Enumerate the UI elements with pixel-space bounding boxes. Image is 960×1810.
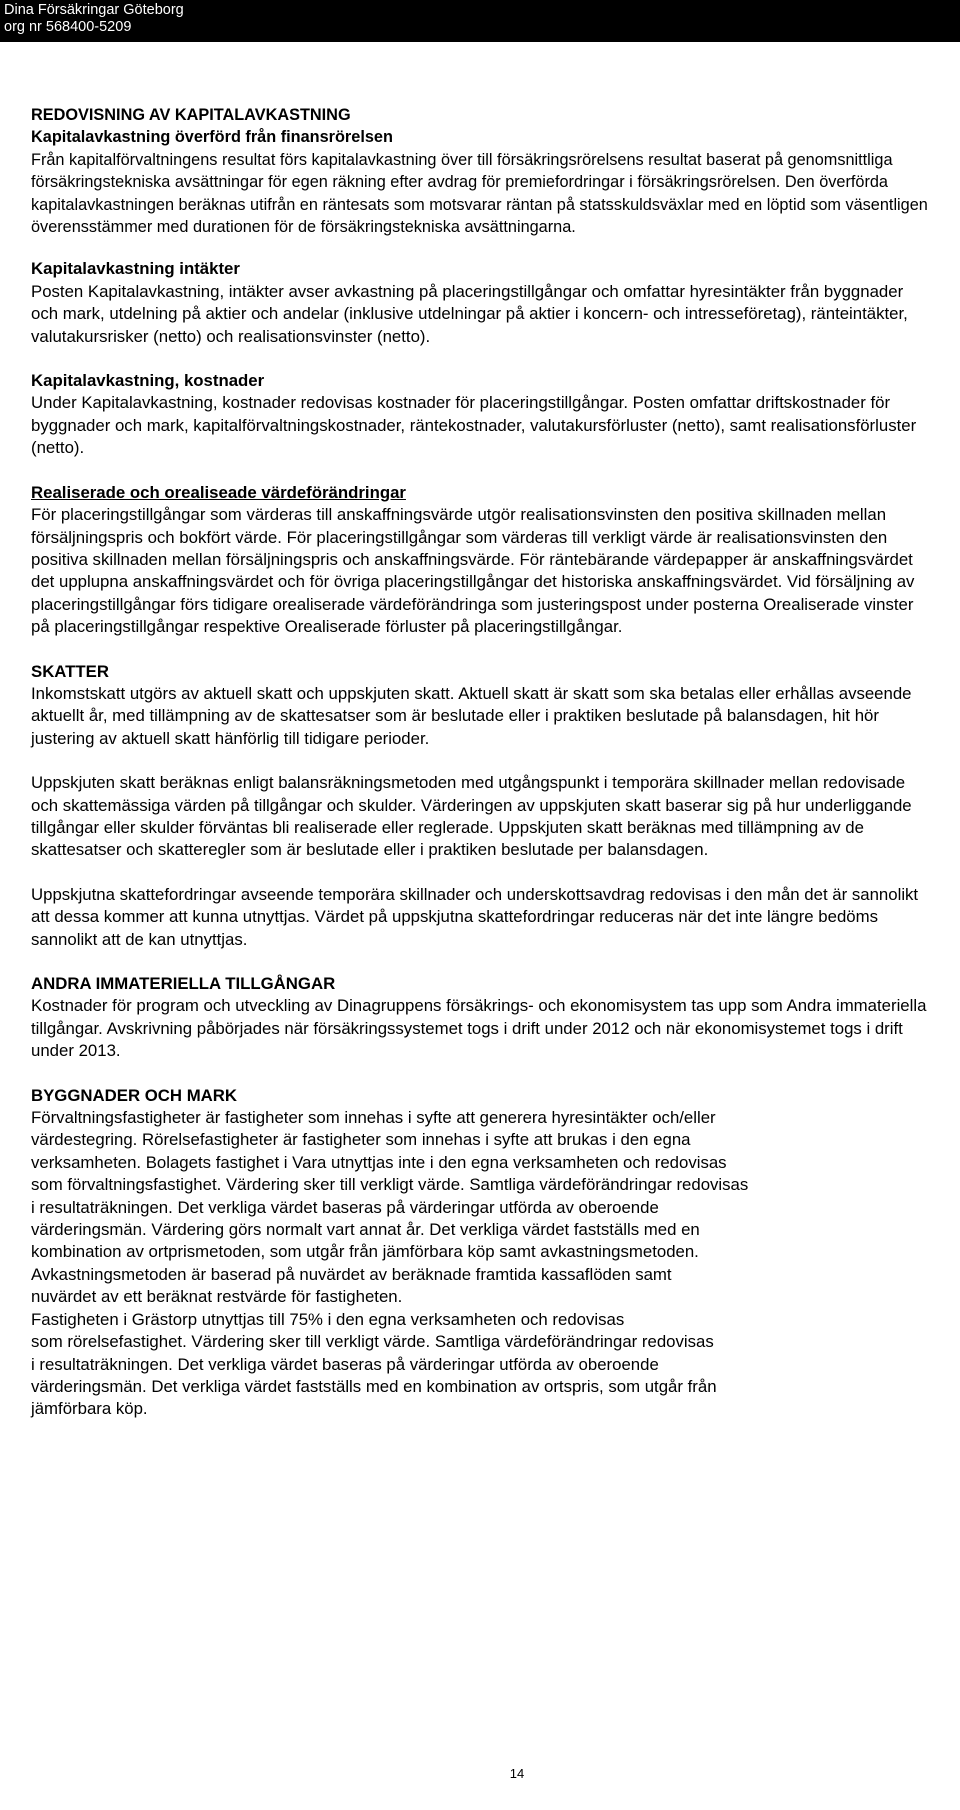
section-title: ANDRA IMMATERIELLA TILLGÅNGAR [31, 974, 336, 993]
page-header [0, 0, 960, 42]
section-kostnader [31, 370, 931, 460]
section-title: SKATTER [31, 661, 109, 681]
section-vardeforandringar [31, 482, 931, 639]
text-line: nuvärdet av ett beräknat restvärde för fastigheten. [31, 1287, 403, 1307]
section-paragraph: Uppskjuten skatt beräknas enligt balansräkningsmetoden med utgångspunkt i temporära skillnader mellan redovisade och skattemässiga värden på tillgångar och skulder. Värderingen av uppskjuten skatt baserar sig på hur underliggande tillgångar eller skulder förväntas bli realiserade eller reglerade. Uppskjuten skatt beräknas med tillämpning av de skattesatser och skatteregler som är beslutade eller i praktiken beslutade per balansdagen. [31, 773, 912, 860]
section-title: Kapitalavkastning intäkter [31, 259, 240, 279]
text-line: i resultaträkningen. Det verkliga värdet baseras på värderingar utförda av oberoende [31, 1354, 659, 1374]
section-paragraph: För placeringstillgångar som värderas till anskaffningsvärde utgör realisationsvinsten den positiva skillnaden mellan försäljningspris och bokfört värde. För placeringstillgångar som värderas till verkligt värde är realisationsvinsten den positiva skillnaden mellan försäljningspris och anskaffningsvärde. För räntebärande värdepapper är anskaffningsvärdet det upplupna anskaffningsvärdet och för övriga placeringstillgångar det historiska anskaffningsvärdet. Vid försäljning av placeringstillgångar förs tidigare orealiserade värdeförändringa som justeringspost under posterna Orealiserade vinster på placeringstillgångar respektive Orealiserade förluster på placeringstillgångar. [31, 505, 915, 637]
text-line: Fastigheten i Grästorp utnyttjas till 75% i den egna verksamheten och redovisas [31, 1309, 625, 1329]
section-lines [31, 1107, 931, 1421]
section-title: BYGGNADER OCH MARK [31, 1085, 238, 1105]
section-paragraph: Uppskjutna skattefordringar avseende temporära skillnader och underskottsavdrag redovisas i den mån det är sannolikt att dessa kommer att kunna utnyttjas. Värdet på uppskjutna skattefordringar reduceras när det inte längre bedöms sannolikt att de kan utnyttjas. [31, 884, 919, 949]
section-byggnader [31, 1085, 931, 1421]
header-org-nr: org nr 568400-5209 [4, 19, 132, 35]
text-line: värderingsmän. Värdering görs normalt vart annat år. Det verkliga värdet fastställs med en [31, 1220, 700, 1240]
section-immateriella [31, 973, 931, 1063]
section-paragraph: Posten Kapitalavkastning, intäkter avser avkastning på placeringstillgångar och omfattar hyresintäkter från byggnader och mark, utdelning på aktier och andelar (inklusive utdelningar på aktier i koncern- och intresseföretag), ränteintäkter, valutakursrisker (netto) och realisationsvinster (netto). [31, 281, 908, 346]
section-skatter [31, 661, 931, 951]
text-line: som förvaltningsfastighet. Värdering sker till verkligt värde. Samtliga värdeförändringar redovisas [31, 1175, 749, 1195]
text-line: jämförbara köp. [31, 1399, 148, 1419]
section-paragraph: Under Kapitalavkastning, kostnader redovisas kostnader för placeringstillgångar. Posten omfattar driftskostnader för byggnader och mark, kapitalförvaltningskostnader, räntekostnader, valutakursförluster (netto), samt realisationsförluster (netto). [31, 393, 917, 458]
page-number: 14 [509, 1766, 525, 1781]
section-redovisning [31, 104, 931, 238]
text-line: i resultaträkningen. Det verkliga värdet baseras på värderingar utförda av oberoende [31, 1197, 659, 1217]
text-line: verksamheten. Bolagets fastighet i Vara utnyttjas inte i den egna verksamheten och redovisas [31, 1152, 727, 1172]
section-subtitle: Kapitalavkastning överförd från finansrörelsen [31, 128, 393, 147]
text-line: kombination av ortprismetoden, som utgår från jämförbara köp samt avkastningsmetoden. [31, 1242, 699, 1262]
section-title: Realiserade och orealiseade värdeförändringar [31, 482, 406, 502]
text-line: värdestegring. Rörelsefastigheter är fastigheter som innehas i syfte att brukas i den egna [31, 1130, 691, 1150]
section-paragraph: Från kapitalförvaltningens resultat förs kapitalavkastning över till försäkringsrörelsens resultat baserat på genomsnittliga försäkringstekniska avsättningar för egen räkning efter avdrag för premiefordringar i försäkringsrörelsen. Den överförda kapitalavkastningen beräknas utifrån en räntesats som motsvarar räntan på statsskuldsväxlar med en löptid som väsentligen överensstämmer med durationen för de försäkringstekniska avsättningarna. [31, 150, 928, 237]
section-paragraph: Kostnader för program och utveckling av Dinagruppens försäkrings- och ekonomisystem tas upp som Andra immateriella tillgångar. Avskrivning påbörjades när försäkringssystemet togs i drift under 2012 och när ekonomisystemet togs i drift under 2013. [31, 996, 927, 1061]
text-line: Förvaltningsfastigheter är fastigheter som innehas i syfte att generera hyresintäkter och/eller [31, 1108, 716, 1128]
text-line: som rörelsefastighet. Värdering sker till verkligt värde. Samtliga värdeförändringar redovisas [31, 1332, 714, 1352]
section-paragraph: Inkomstskatt utgörs av aktuell skatt och uppskjuten skatt. Aktuell skatt är skatt som ska betalas eller erhållas avseende aktuellt år, med tillämpning av de skattesatser som är beslutade eller i praktiken beslutade på balansdagen, hit hör justering av aktuell skatt hänförlig till tidigare perioder. [31, 683, 912, 748]
document-body [31, 104, 931, 1421]
section-intakter [31, 258, 931, 348]
text-line: Avkastningsmetoden är baserad på nuvärdet av beräknade framtida kassaflöden samt [31, 1264, 672, 1284]
section-title: REDOVISNING AV KAPITALAVKASTNING [31, 106, 351, 124]
section-title: Kapitalavkastning, kostnader [31, 371, 265, 391]
text-line: värderingsmän. Det verkliga värdet fastställs med en kombination av ortspris, som utgår från [31, 1376, 717, 1396]
header-company: Dina Försäkringar Göteborg [4, 2, 184, 18]
